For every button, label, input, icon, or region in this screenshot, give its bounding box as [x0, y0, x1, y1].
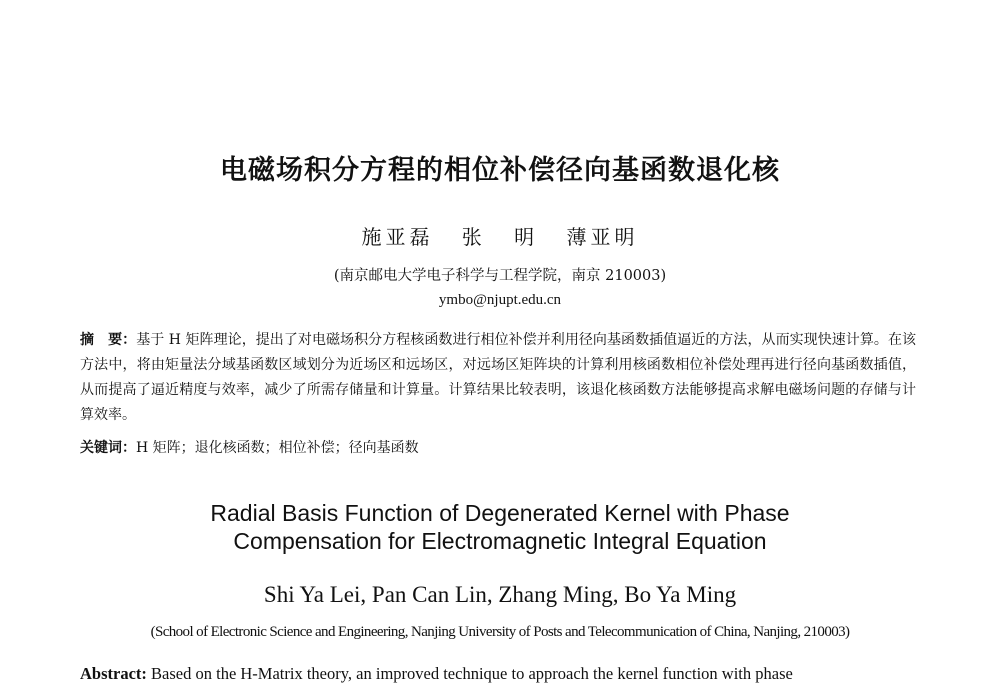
chinese-keywords-label: 关键词： [80, 440, 136, 456]
english-title [0, 499, 1000, 555]
chinese-authors: 施亚磊 张 明 薄亚明 [361, 225, 639, 249]
english-title-line-2: Compensation for Electromagnetic Integral Equation [233, 528, 767, 554]
chinese-title: 电磁场积分方程的相位补偿径向基函数退化核 [220, 155, 780, 186]
chinese-keywords [80, 437, 916, 457]
chinese-affiliation: (南京邮电大学电子科学与工程学院，南京 210003) [333, 268, 667, 284]
english-abstract [80, 661, 916, 687]
chinese-abstract-text: 基于 H 矩阵理论，提出了对电磁场积分方程核函数进行相位补偿并利用径向基函数插值逼近的方法，从而实现快速计算。在该方法中，将由矩量法分域基函数区域划分为近场区和远场区，对远场区矩阵块的计算利用核函数相位补偿处理再进行径向基函数插值，从而提高了逼近精度与效率，减少了所需存储量和计算量。计算结果比较表明，该退化核函数方法能够提高求解电磁场问题的存储与计算效率。 [80, 332, 917, 423]
chinese-abstract-label: 摘 要： [80, 332, 137, 348]
author-email: ymbo@njupt.edu.cn [438, 292, 562, 308]
chinese-keywords-text: H 矩阵；退化核函数；相位补偿；径向基函数 [136, 440, 419, 456]
english-affiliation: (School of Electronic Science and Engineering, Nanjing University of Posts and Telecommunication of China, Nanjing, 210003) [150, 624, 850, 640]
english-title-line-1: Radial Basis Function of Degenerated Kernel with Phase [210, 500, 790, 526]
english-abstract-text: Based on the H-Matrix theory, an improved technique to approach the kernel function with phase [151, 664, 793, 683]
english-authors: Shi Ya Lei, Pan Can Lin, Zhang Ming, Bo Ya Ming [263, 582, 737, 607]
english-abstract-label: Abstract: [80, 664, 147, 683]
chinese-abstract [80, 328, 916, 428]
